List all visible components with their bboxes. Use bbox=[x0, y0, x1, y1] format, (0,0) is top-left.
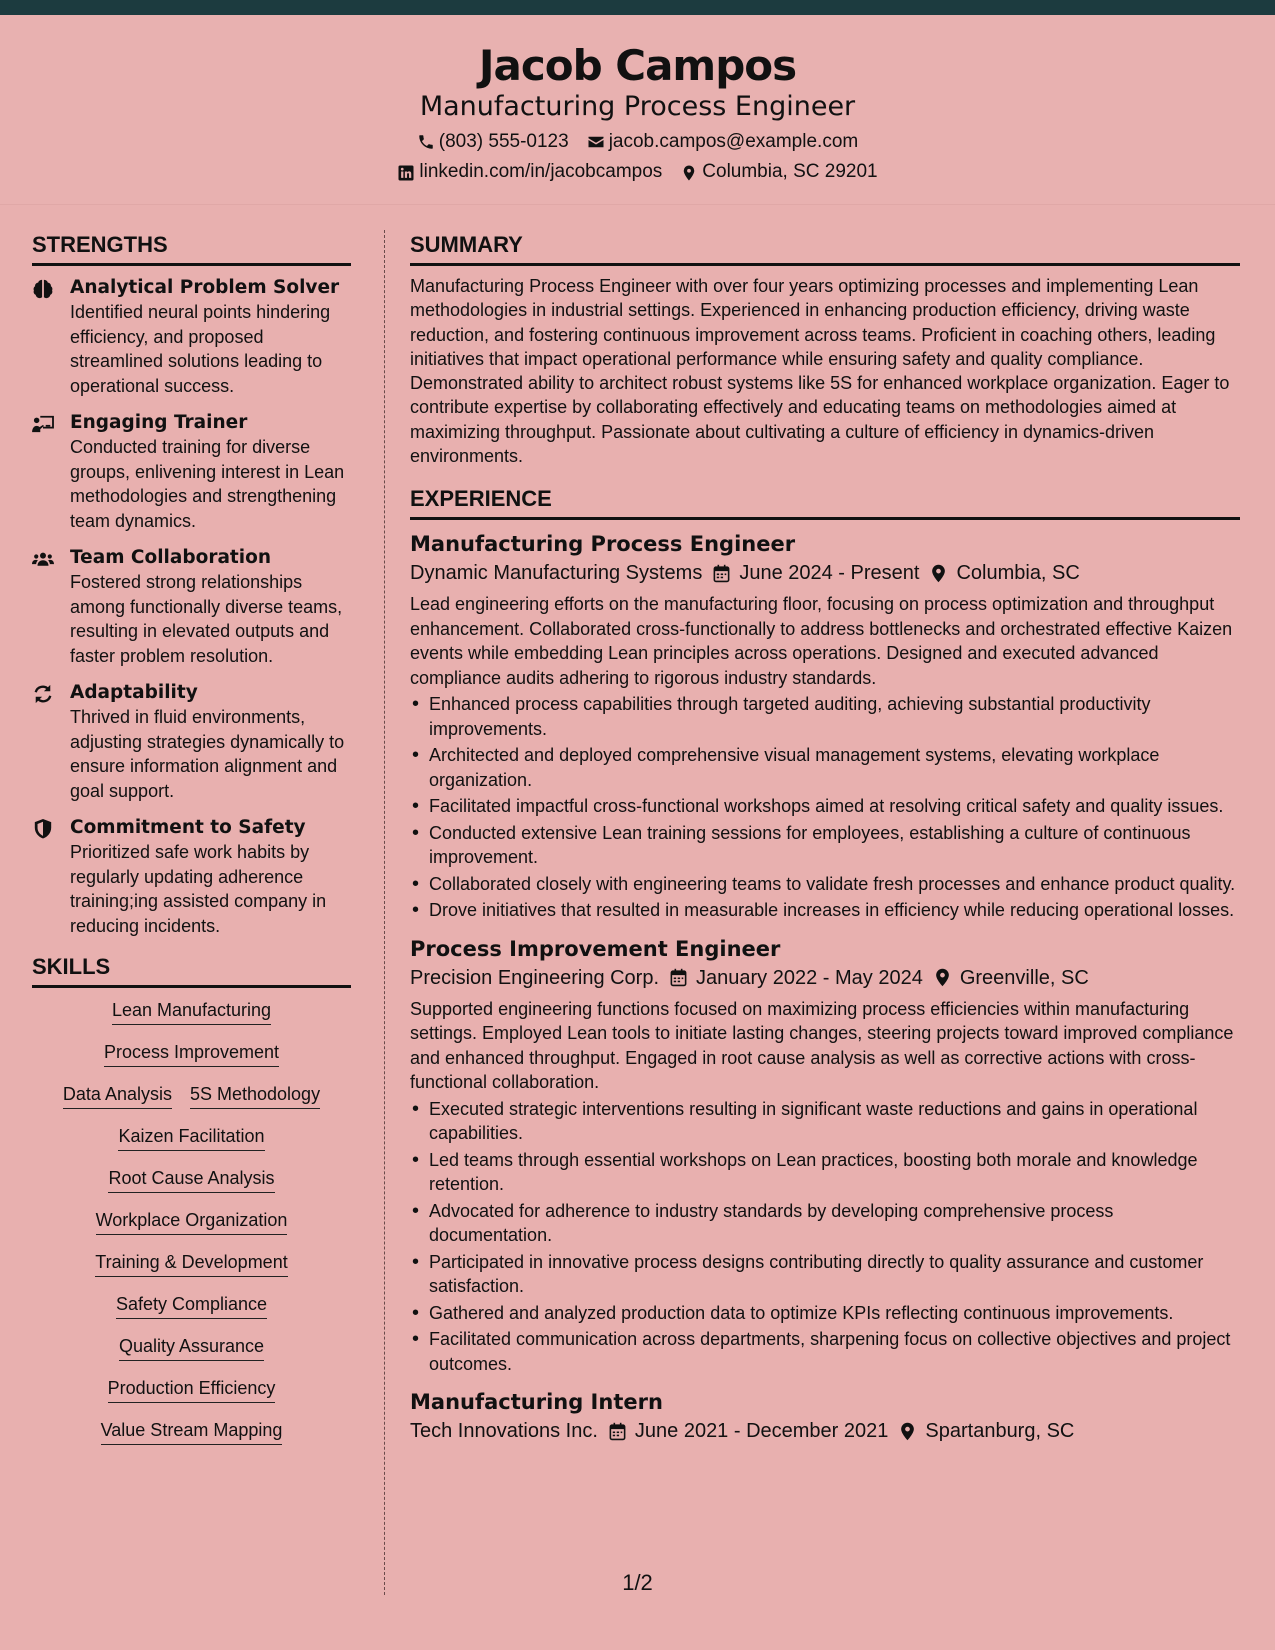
strength-desc: Prioritized safe work habits by regularly updating adherence training;ing assisted company in reducing incidents. bbox=[70, 842, 327, 936]
job-entry bbox=[410, 530, 1240, 923]
linkedin-contact[interactable] bbox=[397, 160, 662, 185]
shield-icon bbox=[32, 819, 54, 839]
strength-item bbox=[32, 681, 351, 803]
bullet-item: • Facilitated communication across departments, sharpening focus on collective objectives and project outcomes. bbox=[410, 1327, 1240, 1376]
company-name: Precision Engineering Corp. bbox=[410, 966, 660, 989]
strength-desc: Conducted training for diverse groups, enlivening interest in Lean methodologies and strengthening team dynamics. bbox=[70, 437, 345, 531]
job-dates: June 2024 - Present bbox=[739, 562, 920, 585]
job-meta bbox=[410, 963, 1240, 993]
job-title: Manufacturing Intern bbox=[410, 1390, 663, 1415]
bullet-item: • Architected and deployed comprehensive visual management systems, elevating workplace organization. bbox=[410, 743, 1240, 792]
job-dates: January 2022 - May 2024 bbox=[696, 966, 923, 989]
location-text: Columbia, SC 29201 bbox=[702, 161, 878, 183]
strength-item bbox=[32, 276, 351, 398]
right-column bbox=[410, 232, 1240, 1446]
skills-list bbox=[32, 998, 351, 1445]
bullet-item: • Drove initiatives that resulted in measurable increases in efficiency while reducing operational losses. bbox=[410, 898, 1240, 923]
candidate-name: Jacob Campos bbox=[478, 41, 797, 90]
job-location: Columbia, SC bbox=[956, 562, 1080, 585]
summary-text: Manufacturing Process Engineer with over four years optimizing processes and implementing Lean methodologies in industrial settings. Experienced in enhancing production efficiency, driving waste reduction, and fostering continuous improvement across teams. Proficient in coaching others, leading initiatives that impact operational performance while ensuring safety and quality compliance. Demonstrated ability to architect robust systems like 5S for enhanced workplace organization. Eager to contribute expertise by collaborating effectively and educating teams on methodologies aimed at maximizing throughput. Passionate about cultivating a culture of efficiency in dynamics-driven environments. bbox=[410, 276, 1230, 467]
skills-heading: SKILLS bbox=[32, 954, 351, 988]
sync-icon bbox=[32, 684, 54, 704]
top-accent-bar bbox=[0, 0, 1275, 15]
strength-title: Engaging Trainer bbox=[70, 412, 248, 433]
strength-title: Analytical Problem Solver bbox=[70, 277, 340, 298]
strength-title: Commitment to Safety bbox=[70, 817, 306, 838]
map-pin-icon bbox=[933, 968, 952, 987]
bullet-item: • Advocated for adherence to industry standards by developing comprehensive process documentation. bbox=[410, 1199, 1240, 1248]
job-meta bbox=[410, 1416, 1240, 1446]
job-title: Manufacturing Process Engineer bbox=[410, 532, 796, 557]
job-location: Greenville, SC bbox=[959, 966, 1089, 989]
column-divider bbox=[384, 230, 385, 1595]
job-entry bbox=[410, 1388, 1240, 1446]
skill-tag: 5S Methodology bbox=[190, 1082, 320, 1109]
company-name: Tech Innovations Inc. bbox=[410, 1420, 598, 1443]
phone-contact bbox=[417, 130, 569, 155]
job-entry bbox=[410, 935, 1240, 1377]
location-contact bbox=[680, 160, 877, 185]
strength-item bbox=[32, 411, 351, 533]
email-text: jacob.campos@example.com bbox=[608, 130, 859, 152]
contact-row-1 bbox=[0, 130, 1275, 155]
calendar-icon bbox=[669, 968, 688, 987]
strength-title: Team Collaboration bbox=[70, 547, 271, 568]
bullet-item: • Facilitated impactful cross-functional workshops aimed at resolving critical safety and quality issues. bbox=[410, 794, 1240, 819]
job-bullets bbox=[410, 692, 1240, 923]
left-column bbox=[32, 232, 351, 1445]
bullet-item: • Conducted extensive Lean training sessions for employees, establishing a culture of continuous improvement. bbox=[410, 821, 1240, 870]
skill-tag: Value Stream Mapping bbox=[101, 1418, 283, 1445]
bullet-item: • Led teams through essential workshops on Lean practices, boosting both morale and knowledge retention. bbox=[410, 1148, 1240, 1197]
strength-desc: Fostered strong relationships among functionally diverse teams, resulting in elevated outputs and faster problem resolution. bbox=[70, 572, 343, 666]
bullet-item: • Collaborated closely with engineering teams to validate fresh processes and enhance product quality. bbox=[410, 872, 1240, 897]
job-location: Spartanburg, SC bbox=[925, 1420, 1075, 1443]
map-pin-icon bbox=[680, 164, 698, 182]
linkedin-icon bbox=[397, 164, 415, 182]
bullet-item: • Participated in innovative process designs contributing directly to quality assurance and customer satisfaction. bbox=[410, 1250, 1240, 1299]
skill-tag: Training & Development bbox=[95, 1250, 287, 1277]
bullet-item: • Enhanced process capabilities through targeted auditing, achieving substantial productivity improvements. bbox=[410, 692, 1240, 741]
phone-icon bbox=[417, 133, 435, 151]
contact-row-2 bbox=[0, 160, 1275, 185]
skill-tag: Workplace Organization bbox=[96, 1208, 288, 1235]
candidate-title: Manufacturing Process Engineer bbox=[419, 91, 856, 123]
calendar-icon bbox=[712, 564, 731, 583]
strength-title: Adaptability bbox=[70, 682, 198, 703]
job-title: Process Improvement Engineer bbox=[410, 936, 781, 961]
map-pin-icon bbox=[898, 1422, 917, 1441]
skill-tag: Lean Manufacturing bbox=[112, 998, 271, 1025]
skill-tag: Process Improvement bbox=[104, 1040, 279, 1067]
company-name: Dynamic Manufacturing Systems bbox=[410, 562, 703, 585]
job-description: Supported engineering functions focused on maximizing process efficiencies within manufacturing settings. Employed Lean tools to initiate lasting changes, steering projects toward improved compliance and enhanced throughput. Engaged in root cause analysis as well as corrective actions with cross-functional collaboration. bbox=[410, 998, 1234, 1093]
skill-tag: Data Analysis bbox=[63, 1082, 172, 1109]
strength-item bbox=[32, 816, 351, 938]
skill-tag: Kaizen Facilitation bbox=[118, 1124, 264, 1151]
skill-tag: Root Cause Analysis bbox=[108, 1166, 274, 1193]
skill-tag: Production Efficiency bbox=[108, 1376, 276, 1403]
resume-header bbox=[0, 15, 1275, 205]
summary-heading: SUMMARY bbox=[410, 232, 1240, 266]
job-dates: June 2021 - December 2021 bbox=[634, 1420, 889, 1443]
users-icon bbox=[32, 549, 54, 569]
phone-text: (803) 555-0123 bbox=[438, 130, 569, 152]
job-description: Lead engineering efforts on the manufacturing floor, focusing on process optimization and throughput enhancement. Collaborated cross-functionally to address bottlenecks and orchestrated effective Kaizen events while embedding Lean principles across operations. Designed and executed advanced compliance audits adhering to rigorous industry standards. bbox=[410, 594, 1233, 688]
strength-item bbox=[32, 546, 351, 668]
bullet-item: • Gathered and analyzed production data to optimize KPIs reflecting continuous improvements. bbox=[410, 1301, 1240, 1326]
job-bullets bbox=[410, 1097, 1240, 1377]
calendar-icon bbox=[608, 1422, 627, 1441]
linkedin-text: linkedin.com/in/jacobcampos bbox=[419, 161, 663, 183]
trainer-icon bbox=[32, 414, 54, 434]
skill-tag: Safety Compliance bbox=[116, 1292, 267, 1319]
experience-heading: EXPERIENCE bbox=[410, 486, 1240, 520]
envelope-icon bbox=[587, 133, 605, 151]
map-pin-icon bbox=[929, 564, 948, 583]
bullet-item: • Executed strategic interventions resulting in significant waste reductions and gains in operational capabilities. bbox=[410, 1097, 1240, 1146]
strengths-heading: STRENGTHS bbox=[32, 232, 351, 266]
skill-tag: Quality Assurance bbox=[119, 1334, 264, 1361]
strength-desc: Identified neural points hindering efficiency, and proposed streamlined solutions leading to operational success. bbox=[70, 302, 331, 396]
brain-icon bbox=[32, 279, 54, 299]
page-number: 1/2 bbox=[622, 1570, 653, 1595]
strength-desc: Thrived in fluid environments, adjusting strategies dynamically to ensure information alignment and goal support. bbox=[70, 707, 345, 801]
job-meta bbox=[410, 558, 1240, 588]
email-contact[interactable] bbox=[587, 130, 859, 155]
